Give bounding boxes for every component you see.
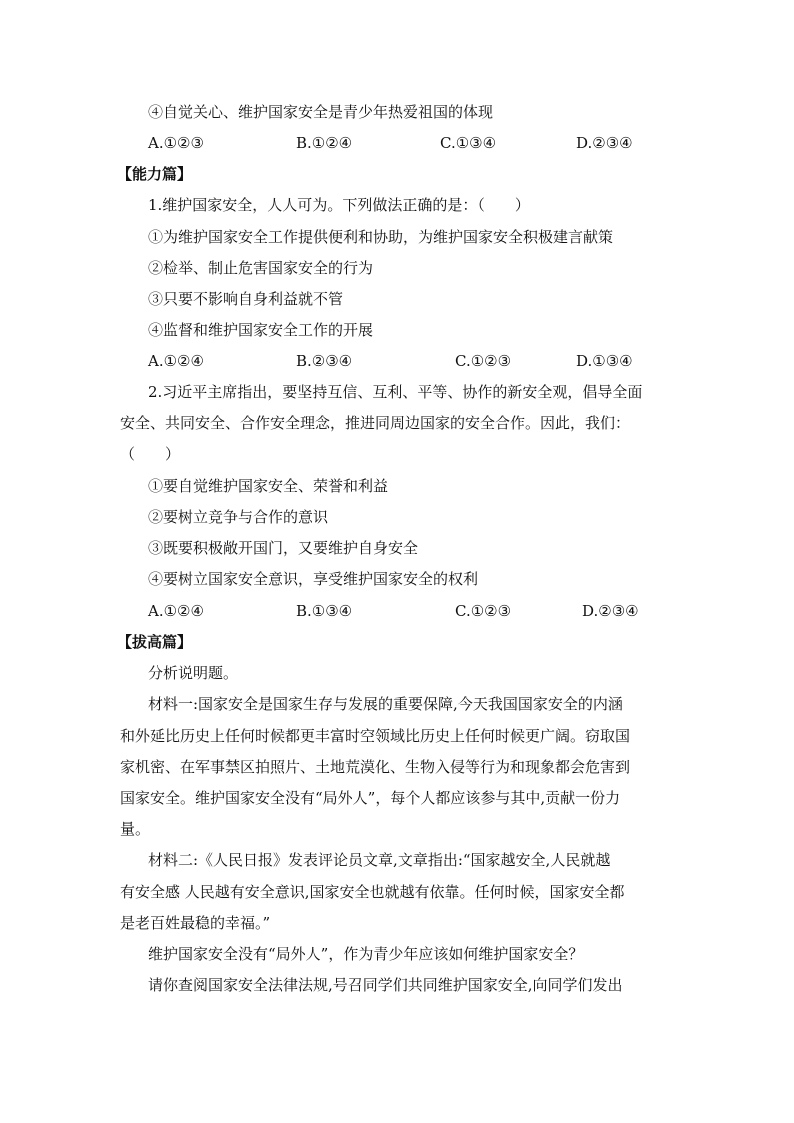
q1-item-4: ④监督和维护国家安全工作的开展 bbox=[148, 321, 374, 339]
material-2-line-1: 材料二:《人民日报》发表评论员文章,文章指出:“国家越安全,人民就越 bbox=[148, 851, 611, 869]
material-1-line-1: 材料一:国家安全是国家生存与发展的重要保障,今天我国国家安全的内涵 bbox=[148, 695, 623, 713]
option-c: C.①②③ bbox=[455, 352, 512, 370]
material-2-line-2: 有安全感 人民越有安全意识,国家安全也就越有依靠。任何时候，国家安全都 bbox=[120, 883, 625, 901]
option-b: B.①②④ bbox=[296, 134, 353, 152]
option-d: D.①③④ bbox=[576, 352, 633, 370]
ability-heading: 【能力篇】 bbox=[117, 165, 193, 183]
q2-item-3: ③既要积极敞开国门，又要维护自身安全 bbox=[148, 539, 419, 557]
option-b: B.②③④ bbox=[296, 352, 353, 370]
material-1-line-2: 和外延比历史上任何时候都更丰富时空领域比历史上任何时候更广阔。窃取国 bbox=[120, 727, 631, 745]
q1-item-1: ①为维护国家安全工作提供便利和协助，为维护国家安全积极建言献策 bbox=[148, 228, 614, 246]
option-a: A.①②④ bbox=[148, 352, 204, 370]
option-b: B.①③④ bbox=[296, 602, 353, 620]
q1-item-3: ③只要不影响自身利益就不管 bbox=[148, 290, 344, 308]
option-d: D.②③④ bbox=[582, 602, 639, 620]
option-c: C.①③④ bbox=[440, 134, 497, 152]
q-prev-item-4: ④自觉关心、维护国家安全是青少年热爱祖国的体现 bbox=[148, 103, 494, 121]
q1-item-2: ②检举、制止危害国家安全的行为 bbox=[148, 259, 374, 277]
advanced-question-2: 请你查阅国家安全法律法规,号召同学们共同维护国家安全,向同学们发出 bbox=[148, 976, 623, 994]
q2-item-4: ④要树立国家安全意识，享受维护国家安全的权利 bbox=[148, 570, 479, 588]
q1-stem: 1.维护国家安全，人人可为。下列做法正确的是：（ ） bbox=[148, 196, 530, 214]
q2-item-2: ②要树立竞争与合作的意识 bbox=[148, 508, 329, 526]
material-2-line-3: 是老百姓最稳的幸福。” bbox=[120, 914, 271, 932]
option-d: D.②③④ bbox=[576, 134, 633, 152]
option-a: A.①②③ bbox=[148, 134, 204, 152]
advanced-heading: 【拔高篇】 bbox=[117, 633, 193, 651]
q2-stem-line-2: 安全、共同安全、合作安全理念，推进同周边国家的安全合作。因此，我们： bbox=[120, 414, 631, 432]
q2-item-1: ①要自觉维护国家安全、荣誉和利益 bbox=[148, 477, 389, 495]
option-c: C.①②③ bbox=[455, 602, 512, 620]
material-1-line-3: 家机密、在军事禁区拍照片、土地荒漠化、生物入侵等行为和现象都会危害到 bbox=[120, 758, 631, 776]
advanced-question-1: 维护国家安全没有“局外人”，作为青少年应该如何维护国家安全？ bbox=[148, 945, 584, 963]
material-1-line-4: 国家安全。维护国家安全没有“局外人”，每个人都应该参与其中,贡献一份力 bbox=[120, 789, 621, 807]
material-1-line-5: 量。 bbox=[120, 820, 151, 838]
advanced-intro: 分析说明题。 bbox=[148, 664, 239, 682]
q2-stem-line-1: 2.习近平主席指出，要坚持互信、互利、平等、协作的新安全观，倡导全面 bbox=[148, 383, 643, 401]
q2-stem-line-3: （ ） bbox=[120, 445, 181, 463]
option-a: A.①②④ bbox=[148, 602, 204, 620]
